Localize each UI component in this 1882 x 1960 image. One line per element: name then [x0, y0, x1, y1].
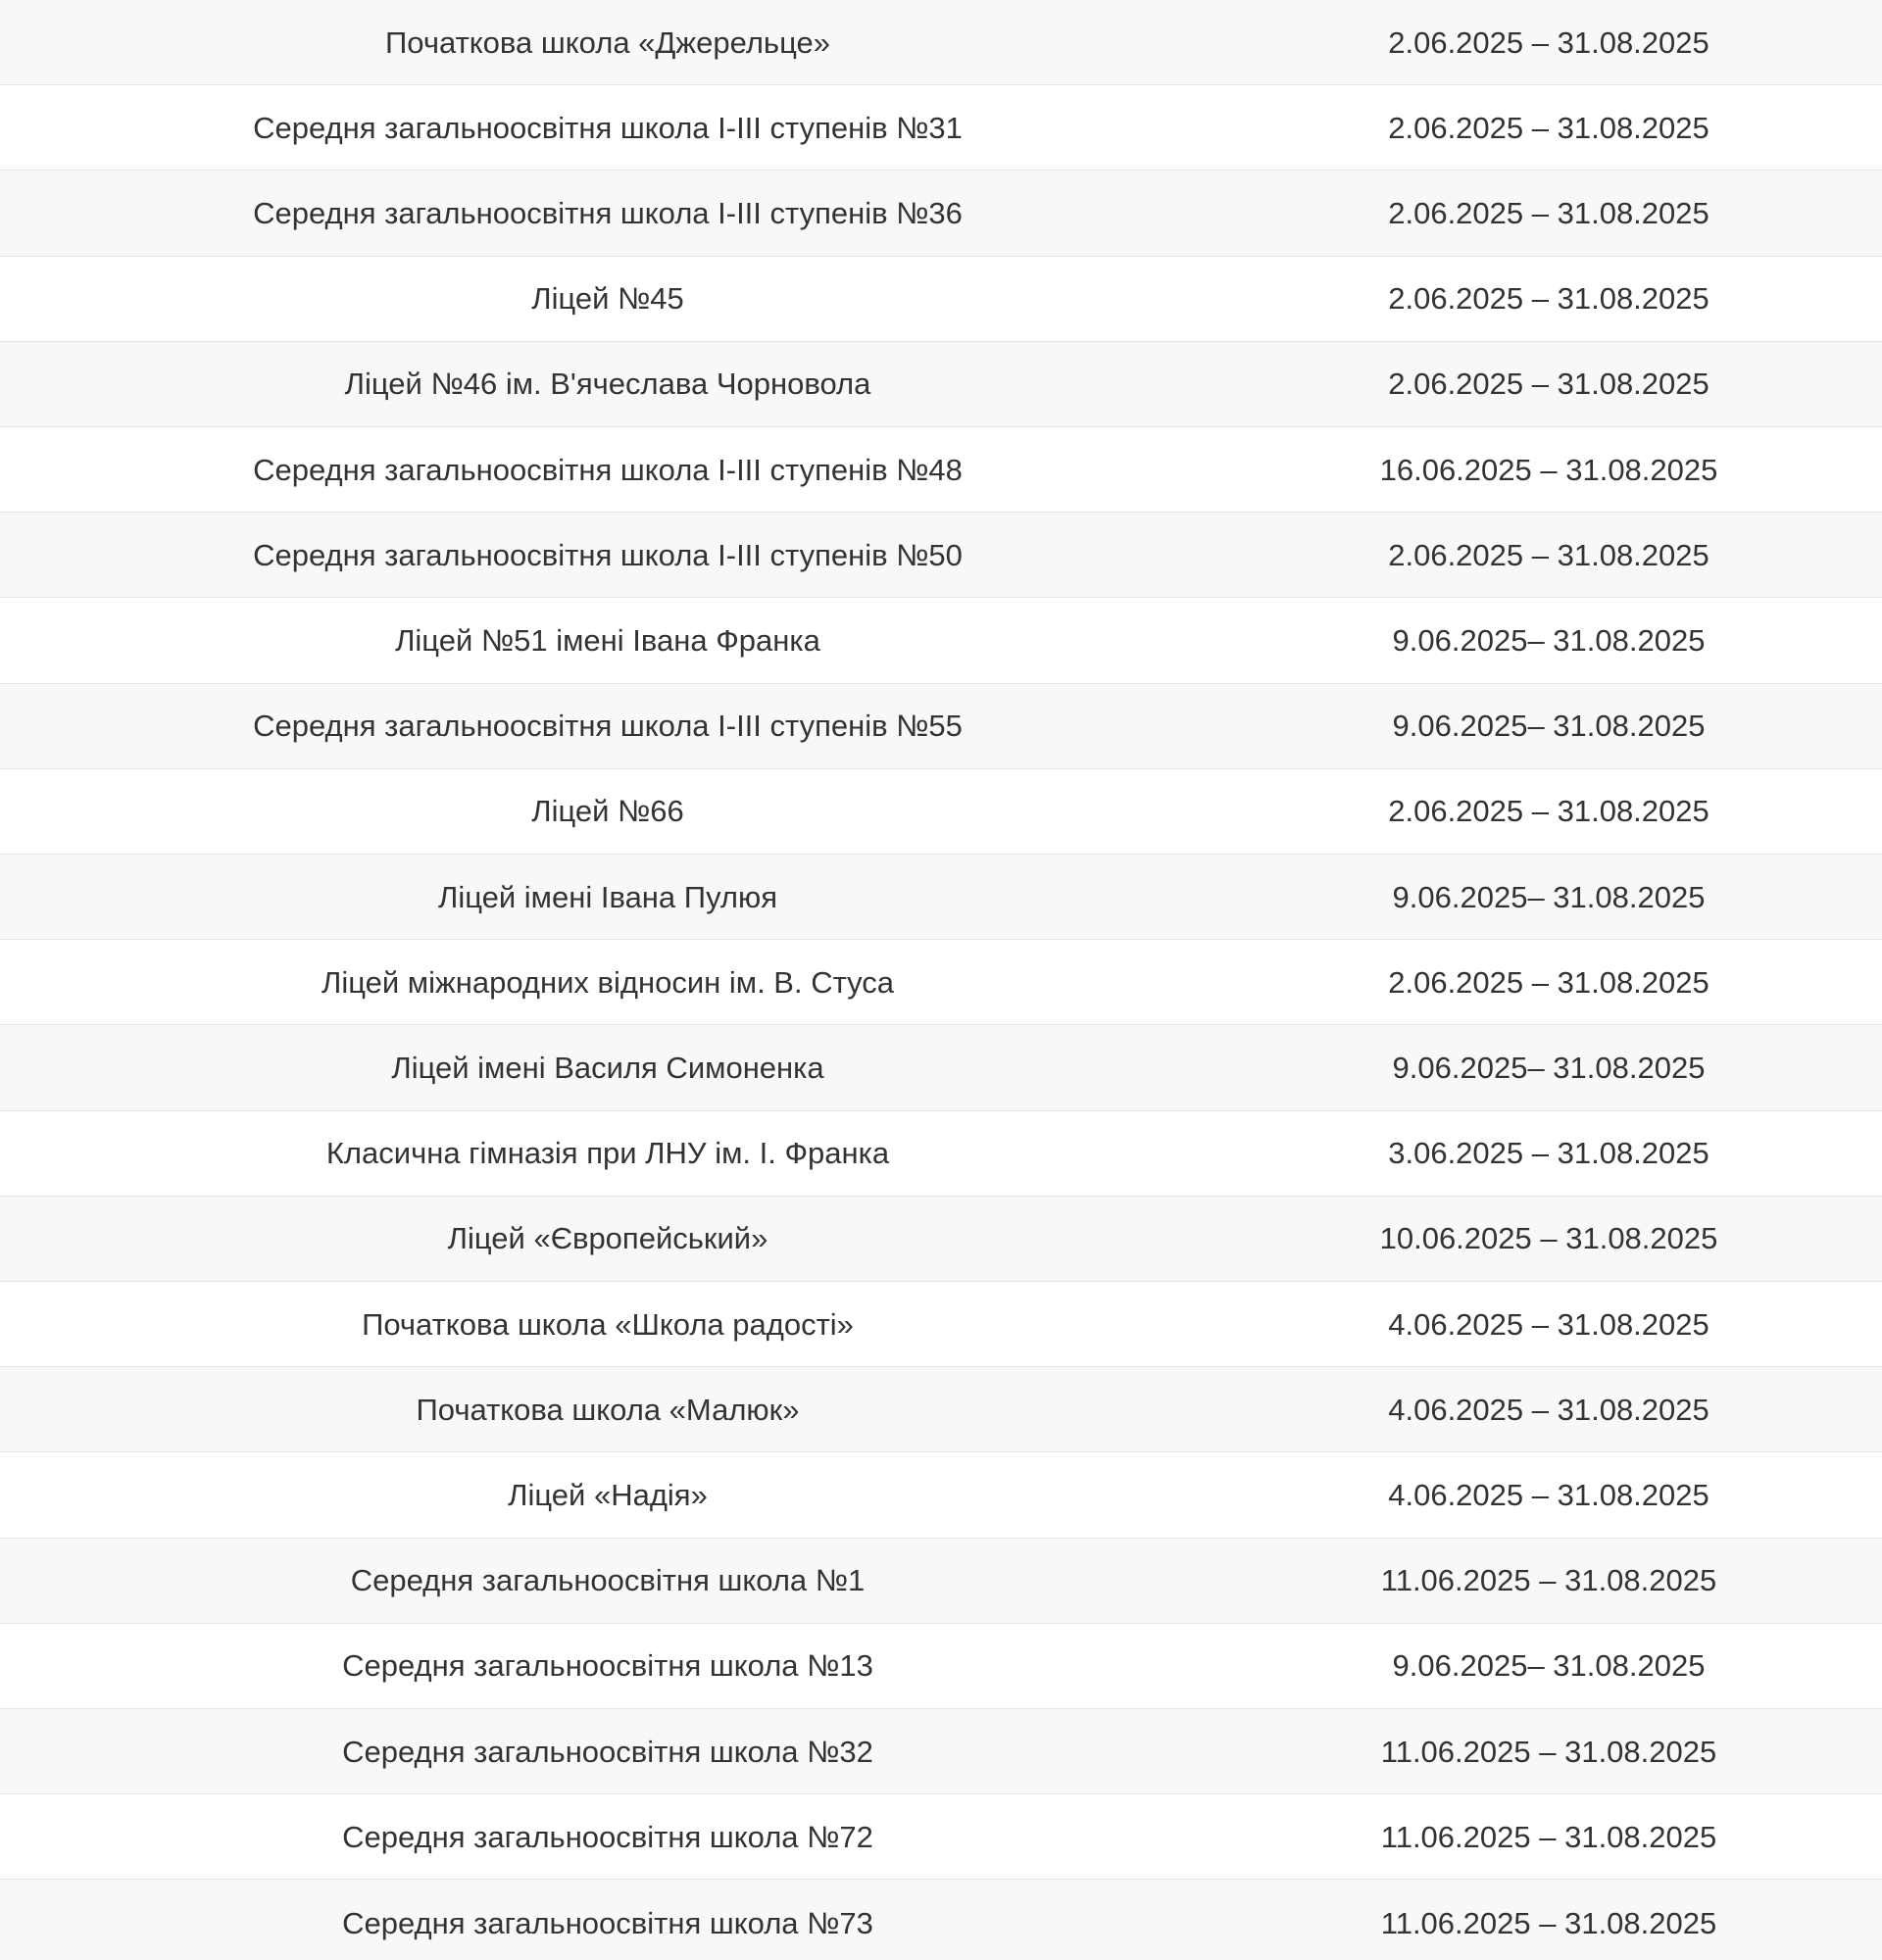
school-name-cell: Середня загальноосвітня школа №13 — [342, 1648, 873, 1684]
table-row — [0, 85, 1882, 171]
school-name-cell: Ліцей міжнародних відносин ім. В. Стуса — [321, 964, 895, 1000]
school-name-cell: Ліцей №45 — [531, 281, 684, 317]
school-name-cell: Середня загальноосвітня школа №72 — [342, 1819, 873, 1854]
date-range-cell: 2.06.2025 – 31.08.2025 — [1388, 367, 1709, 402]
table-row — [0, 1025, 1882, 1110]
table-row — [0, 257, 1882, 342]
school-name-cell: Середня загальноосвітня школа І-ІІІ ступенів №31 — [253, 110, 963, 145]
table-row — [0, 0, 1882, 85]
date-range-cell: 3.06.2025 – 31.08.2025 — [1388, 1136, 1709, 1171]
date-range-cell: 10.06.2025 – 31.08.2025 — [1379, 1221, 1718, 1256]
school-name-cell: Початкова школа «Джерельце» — [385, 24, 830, 60]
school-name-cell: Ліцей імені Івана Пулюя — [437, 879, 778, 914]
date-range-cell: 9.06.2025– 31.08.2025 — [1392, 879, 1706, 914]
date-range-cell: 2.06.2025 – 31.08.2025 — [1388, 281, 1709, 317]
table-row — [0, 1794, 1882, 1880]
date-range-cell: 9.06.2025– 31.08.2025 — [1392, 623, 1706, 659]
date-range-cell: 2.06.2025 – 31.08.2025 — [1388, 24, 1709, 60]
date-range-cell: 9.06.2025– 31.08.2025 — [1392, 709, 1706, 744]
school-name-cell: Середня загальноосвітня школа №73 — [342, 1905, 873, 1940]
table-row — [0, 1111, 1882, 1197]
date-range-cell: 2.06.2025 – 31.08.2025 — [1388, 794, 1709, 829]
table-row — [0, 171, 1882, 256]
table-row — [0, 513, 1882, 598]
school-name-cell: Ліцей «Надія» — [508, 1478, 708, 1513]
school-name-cell: Середня загальноосвітня школа І-ІІІ ступенів №55 — [253, 709, 963, 744]
date-range-cell: 11.06.2025 – 31.08.2025 — [1380, 1819, 1717, 1854]
date-range-cell: 2.06.2025 – 31.08.2025 — [1388, 537, 1709, 572]
school-name-cell: Середня загальноосвітня школа №1 — [350, 1563, 866, 1598]
date-range-cell: 2.06.2025 – 31.08.2025 — [1388, 964, 1709, 1000]
table-row — [0, 1282, 1882, 1367]
date-range-cell: 9.06.2025– 31.08.2025 — [1392, 1051, 1706, 1086]
table-row — [0, 427, 1882, 513]
school-name-cell: Середня загальноосвітня школа І-ІІІ ступенів №36 — [253, 196, 963, 230]
date-range-cell: 11.06.2025 – 31.08.2025 — [1380, 1734, 1717, 1769]
school-name-cell: Початкова школа «Школа радості» — [362, 1306, 854, 1342]
table-row — [0, 684, 1882, 769]
school-name-cell: Ліцей імені Василя Симоненка — [391, 1051, 824, 1086]
table-row — [0, 1539, 1882, 1624]
date-range-cell: 4.06.2025 – 31.08.2025 — [1388, 1478, 1709, 1513]
date-range-cell: 4.06.2025 – 31.08.2025 — [1388, 1306, 1709, 1342]
school-name-cell: Середня загальноосвітня школа І-ІІІ ступенів №50 — [253, 537, 963, 572]
school-name-cell: Ліцей №51 імені Івана Франка — [395, 623, 820, 659]
date-range-cell: 2.06.2025 – 31.08.2025 — [1388, 196, 1709, 230]
table-row — [0, 940, 1882, 1025]
table-row — [0, 1709, 1882, 1794]
date-range-cell: 11.06.2025 – 31.08.2025 — [1380, 1905, 1717, 1940]
table-row — [0, 1197, 1882, 1282]
table-row — [0, 1624, 1882, 1709]
school-name-cell: Середня загальноосвітня школа І-ІІІ ступенів №48 — [253, 452, 963, 487]
school-name-cell: Середня загальноосвітня школа №32 — [342, 1734, 873, 1769]
date-range-cell: 2.06.2025 – 31.08.2025 — [1388, 110, 1709, 145]
date-range-cell: 9.06.2025– 31.08.2025 — [1392, 1648, 1706, 1684]
date-range-cell: 16.06.2025 – 31.08.2025 — [1379, 452, 1718, 487]
table-row — [0, 1880, 1882, 1960]
school-name-cell: Класична гімназія при ЛНУ ім. І. Франка — [325, 1136, 890, 1171]
school-name-cell: Ліцей №66 — [531, 794, 684, 829]
table-row — [0, 1367, 1882, 1452]
table-row — [0, 855, 1882, 940]
table-row — [0, 1452, 1882, 1538]
school-name-cell: Ліцей №46 ім. В'ячеслава Чорновола — [344, 367, 871, 402]
date-range-cell: 11.06.2025 – 31.08.2025 — [1380, 1563, 1717, 1598]
school-name-cell: Ліцей «Європейський» — [447, 1221, 768, 1256]
school-name-cell: Початкова школа «Малюк» — [416, 1392, 800, 1427]
date-range-cell: 4.06.2025 – 31.08.2025 — [1388, 1392, 1709, 1427]
table-row — [0, 598, 1882, 683]
table-row — [0, 342, 1882, 427]
table-row — [0, 769, 1882, 855]
